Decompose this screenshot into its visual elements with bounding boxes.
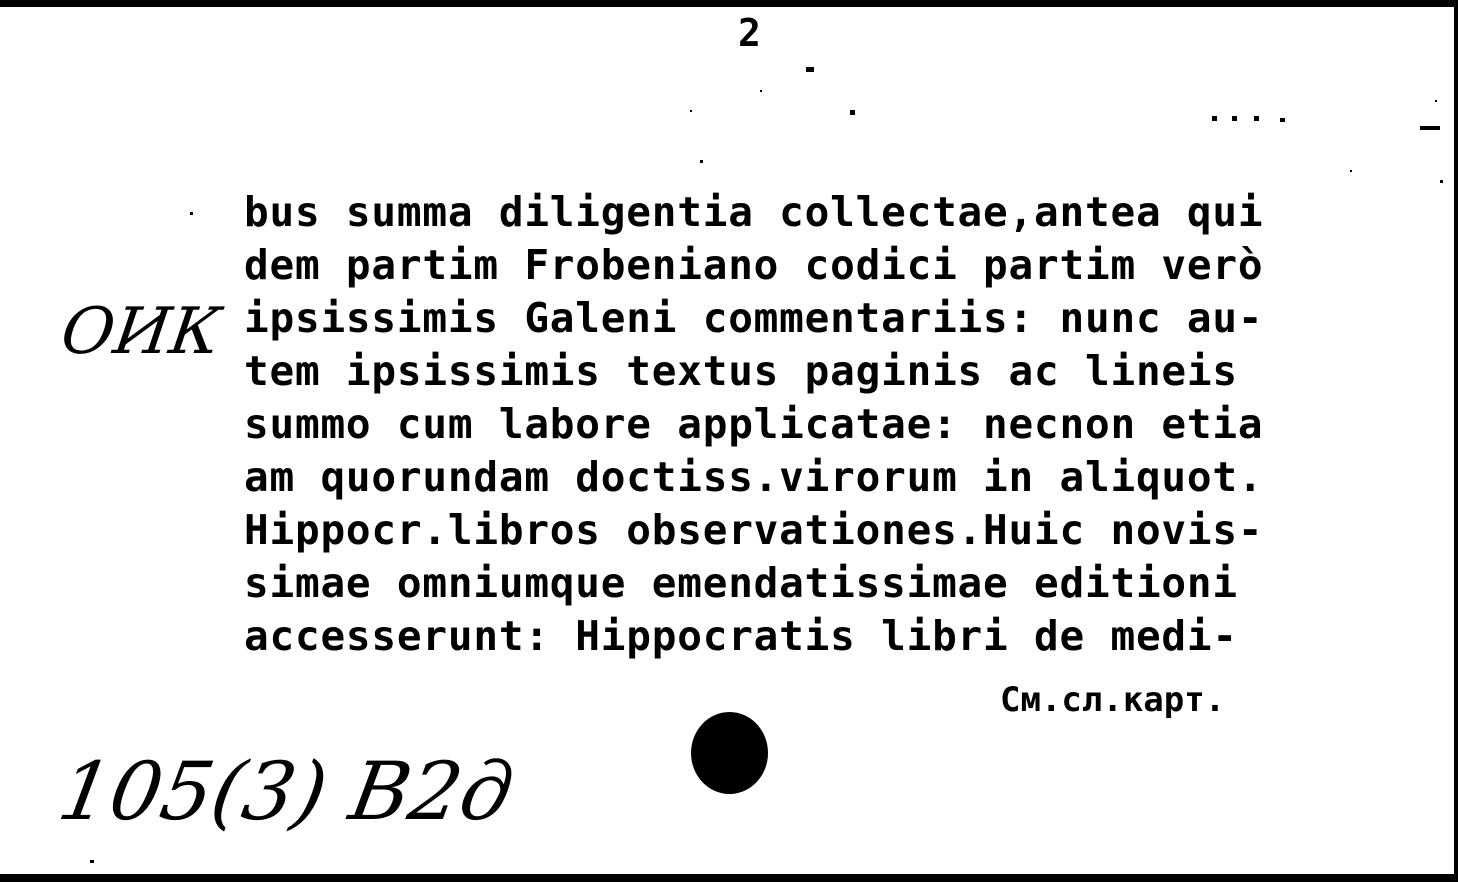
text-line: ipsissimis Galeni commentariis: nunc au- bbox=[244, 294, 1264, 342]
text-line: dem partim Frobeniano codici partim verò bbox=[244, 241, 1264, 289]
text-line: bus summa diligentia collectae,antea qui bbox=[244, 188, 1264, 236]
see-next-card-note: См.сл.карт. bbox=[1000, 680, 1226, 720]
text-line: accesserunt: Hippocratis libri de medi- bbox=[244, 612, 1238, 660]
punch-hole bbox=[691, 712, 768, 794]
text-line: Hippocr.libros observationes.Huic novis- bbox=[244, 506, 1264, 554]
text-line: tem ipsissimis textus paginis ac lineis bbox=[244, 347, 1238, 395]
text-line: am quorundam doctiss.virorum in aliquot. bbox=[244, 453, 1264, 501]
handwritten-shelf-mark: 105(3) В2д bbox=[51, 745, 521, 838]
text-line: summo cum labore applicatae: necnon etia bbox=[244, 400, 1264, 448]
text-line: simae omniumque emendatissimae editioni bbox=[244, 559, 1238, 607]
page-number: 2 bbox=[738, 11, 761, 55]
handwritten-department-mark: ОИК bbox=[56, 295, 226, 369]
bibliographic-text bbox=[244, 186, 1458, 666]
